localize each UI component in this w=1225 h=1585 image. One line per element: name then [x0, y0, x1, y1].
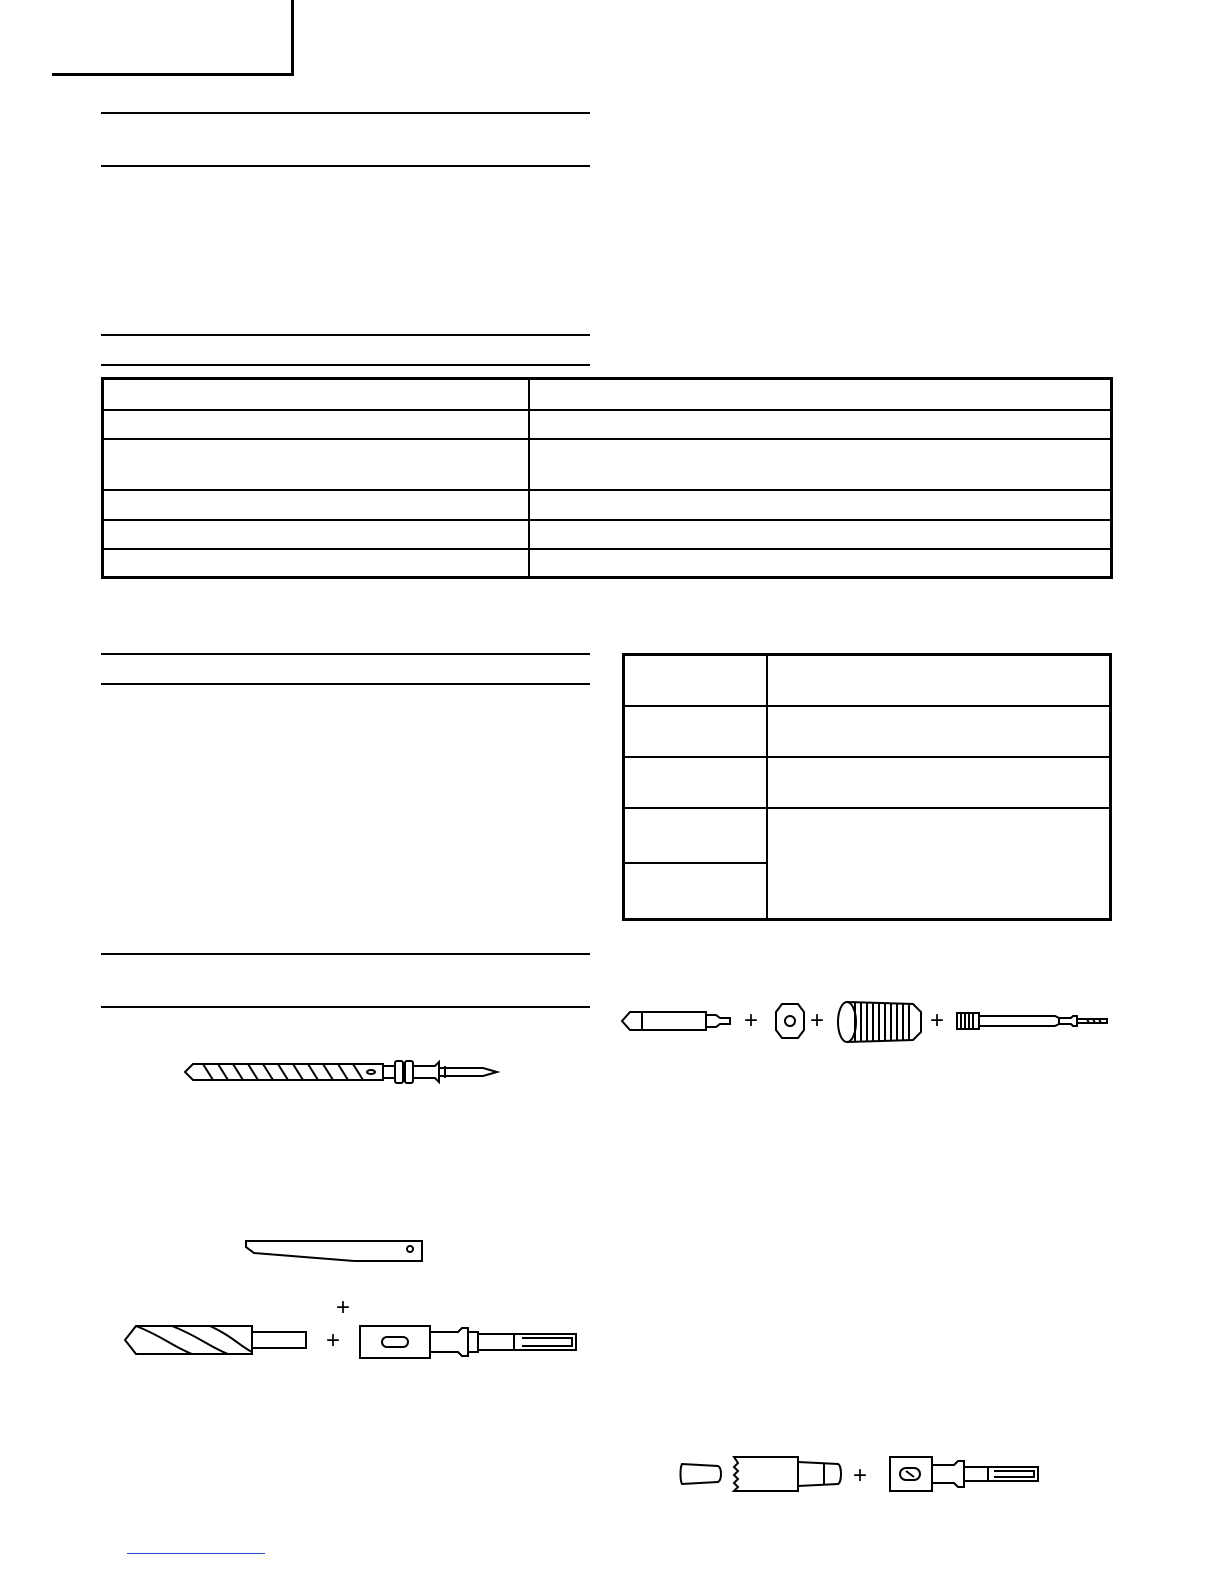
table-cell	[103, 379, 529, 410]
plus-sign: +	[930, 1007, 945, 1034]
plus-sign: +	[810, 1007, 825, 1034]
table-row	[103, 439, 1112, 490]
table-cell	[529, 379, 1112, 410]
table-cell	[767, 706, 1111, 757]
cotter-blade-icon	[244, 1237, 424, 1263]
section-2-rule-top	[101, 334, 590, 336]
taper-shank-drill-bit-icon	[122, 1322, 310, 1358]
section-2-rule-bottom	[101, 364, 590, 366]
table-cell	[529, 439, 1112, 490]
section-4-rule-top	[101, 953, 590, 955]
section-1-rule-bottom	[101, 165, 590, 167]
plus-sign: +	[744, 1007, 759, 1034]
table-cell	[624, 808, 767, 863]
table-row	[103, 379, 1112, 410]
center-plate-icon	[774, 1002, 806, 1040]
table-cell	[624, 706, 767, 757]
table-row	[103, 490, 1112, 520]
hole-saw-icon	[730, 1454, 846, 1494]
footer-rule	[127, 1553, 265, 1554]
section-1-rule-top	[101, 112, 590, 114]
table-row	[624, 655, 1111, 706]
table-row	[624, 757, 1111, 808]
cone-plug-icon	[678, 1460, 726, 1488]
table-cell	[624, 863, 767, 920]
table-cell	[103, 439, 529, 490]
table-cell	[767, 757, 1111, 808]
section-3-rule-bottom	[101, 683, 590, 685]
spec-table	[101, 377, 1113, 579]
table-cell	[103, 490, 529, 520]
table-cell	[529, 490, 1112, 520]
capacity-table	[622, 653, 1112, 921]
table-cell	[103, 520, 529, 549]
table-cell	[767, 808, 1111, 920]
table-row	[103, 410, 1112, 439]
table-cell	[103, 410, 529, 439]
table-cell	[529, 410, 1112, 439]
plus-sign: +	[853, 1462, 868, 1489]
table-row	[624, 808, 1111, 863]
table-cell	[624, 757, 767, 808]
tab-right-edge	[291, 0, 294, 75]
adapter-icon	[888, 1455, 1044, 1493]
tab-bottom-edge	[52, 73, 294, 76]
drill-bit-icon	[183, 1058, 501, 1086]
table-cell	[767, 655, 1111, 706]
table-row	[103, 549, 1112, 578]
table-cell	[624, 655, 767, 706]
table-cell	[103, 549, 529, 578]
section-4-rule-bottom	[101, 1006, 590, 1008]
section-3-rule-top	[101, 653, 590, 655]
center-pin-icon	[620, 1008, 740, 1034]
plus-sign: +	[326, 1327, 341, 1354]
core-bit-icon	[835, 998, 925, 1046]
table-cell	[529, 549, 1112, 578]
shank-adapter-icon	[955, 1010, 1111, 1032]
table-row	[103, 520, 1112, 549]
table-row	[624, 706, 1111, 757]
plus-sign: +	[336, 1294, 351, 1321]
table-cell	[529, 520, 1112, 549]
taper-shank-adapter-icon	[358, 1324, 580, 1360]
